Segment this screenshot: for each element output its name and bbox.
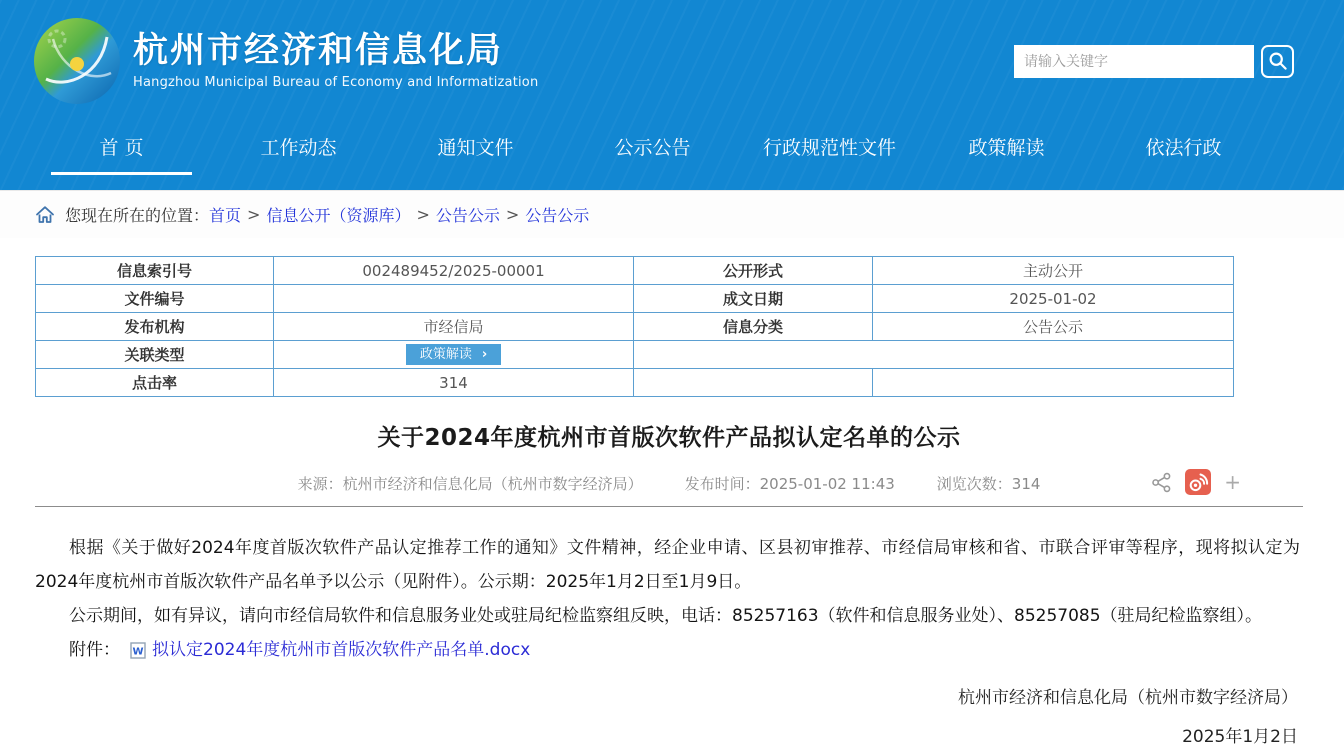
signature-date: 2025年1月2日 — [1182, 727, 1298, 747]
nav-item-announcements[interactable] — [564, 122, 741, 190]
related-type-button[interactable] — [406, 344, 501, 366]
related-type-button-label: 政策解读 — [419, 346, 472, 362]
disclosure-form-value: 主动公开 — [873, 257, 1234, 285]
info-index-label: 信息索引号 — [36, 257, 274, 285]
weibo-icon[interactable] — [1185, 469, 1211, 495]
info-index-value: 002489452/2025-00001 — [274, 257, 634, 285]
article-title: 关于2024年度杭州市首版次软件产品拟认定名单的公示 — [377, 425, 961, 451]
breadcrumb-prefix: 您现在所在的位置： — [65, 206, 210, 225]
table-row — [36, 341, 1234, 369]
breadcrumb — [0, 190, 1344, 238]
chevron-right-icon: › — [481, 346, 488, 362]
nav-item-label: 行政规范性文件 — [762, 137, 896, 159]
paragraph-1: 根据《关于做好2024年度首版次软件产品认定推荐工作的通知》文件精神，经企业申请、区县初审推荐、市经信局审核和省、市联合评审等程序，现将拟认定为2024年度杭州市首版次软件产品名单予以公示（见附件）。公示期：2025年1月2日至1月9日。 — [35, 538, 1300, 592]
nav-item-policy-interpretation[interactable] — [918, 122, 1095, 190]
paragraph-2: 公示期间，如有异议，请向市经信局软件和信息服务业处或驻局纪检监察组反映，电话：85257163（软件和信息服务业处）、85257085（驻局纪检监察组）。 — [69, 606, 1263, 626]
click-count-value: 314 — [274, 369, 634, 397]
publish-value: 2025-01-02 11:43 — [759, 474, 895, 493]
issuing-agency-label: 发布机构 — [36, 313, 274, 341]
table-row — [36, 369, 1234, 397]
views-value: 314 — [1011, 474, 1041, 493]
search-area — [1014, 45, 1294, 78]
meta-views — [937, 473, 1041, 494]
signature-org: 杭州市经济和信息化局（杭州市数字经济局） — [958, 688, 1298, 708]
share-toolbar — [1151, 469, 1241, 495]
source-value: 杭州市经济和信息化局（杭州市数字经济局） — [342, 474, 643, 493]
empty-cell — [634, 341, 1234, 369]
empty-cell — [873, 369, 1234, 397]
nav-item-label: 首 页 — [99, 137, 144, 159]
article — [0, 419, 1344, 747]
breadcrumb-separator: > — [416, 205, 430, 224]
article-meta — [35, 468, 1303, 498]
click-count-label: 点击率 — [36, 369, 274, 397]
nav-item-label: 通知文件 — [437, 137, 514, 159]
nav-item-label: 工作动态 — [260, 137, 337, 159]
info-table — [35, 256, 1234, 397]
nav-item-notices[interactable] — [387, 122, 564, 190]
breadcrumb-link-current[interactable]: 公告公示 — [525, 206, 590, 225]
issue-date-label: 成文日期 — [634, 285, 873, 313]
meta-divider — [35, 506, 1303, 507]
info-category-value: 公告公示 — [873, 313, 1234, 341]
breadcrumb-link-announcements[interactable]: 公告公示 — [435, 206, 500, 225]
issue-date-value: 2025-01-02 — [873, 285, 1234, 313]
attachment-row — [35, 633, 1300, 667]
search-icon — [1268, 51, 1288, 71]
related-type-cell — [274, 341, 634, 369]
info-category-label: 信息分类 — [634, 313, 873, 341]
issuing-agency-value: 市经信局 — [274, 313, 634, 341]
meta-source — [298, 473, 643, 494]
svg-text:W: W — [132, 646, 144, 657]
search-button[interactable] — [1261, 45, 1294, 78]
empty-cell — [634, 369, 873, 397]
main-nav — [0, 122, 1344, 190]
publish-label: 发布时间： — [684, 474, 760, 493]
views-label: 浏览次数： — [936, 474, 1012, 493]
breadcrumb-separator: > — [505, 205, 520, 224]
table-row — [36, 313, 1234, 341]
home-icon — [35, 205, 55, 224]
site-title-block — [133, 32, 538, 90]
plus-icon[interactable]: + — [1224, 470, 1241, 494]
nav-item-work-news[interactable] — [210, 122, 387, 190]
search-input[interactable] — [1014, 45, 1254, 78]
table-row — [36, 285, 1234, 313]
share-icon[interactable] — [1151, 472, 1172, 493]
meta-publish-time — [685, 473, 895, 494]
site-subtitle: Hangzhou Municipal Bureau of Economy and Informatization — [133, 74, 539, 90]
attachment-label: 附件： — [69, 640, 120, 660]
doc-number-label: 文件编号 — [36, 285, 274, 313]
table-row — [36, 257, 1234, 285]
nav-item-label: 依法行政 — [1145, 137, 1222, 159]
breadcrumb-link-info-disclosure[interactable]: 信息公开（资源库） — [266, 206, 411, 225]
breadcrumb-link-home[interactable]: 首页 — [209, 206, 242, 225]
nav-item-home[interactable] — [33, 122, 210, 190]
nav-item-label: 政策解读 — [968, 137, 1045, 159]
related-type-label: 关联类型 — [36, 341, 274, 369]
site-logo — [33, 17, 121, 105]
site-header — [0, 0, 1344, 122]
doc-number-value — [274, 285, 634, 313]
attachment-link[interactable]: 拟认定2024年度杭州市首版次软件产品名单.docx — [152, 640, 531, 660]
disclosure-form-label: 公开形式 — [634, 257, 873, 285]
nav-item-regulatory-docs[interactable] — [741, 122, 918, 190]
top-header-block — [0, 0, 1344, 190]
nav-item-label: 公示公告 — [614, 137, 691, 159]
word-doc-icon — [130, 642, 146, 659]
source-label: 来源： — [297, 474, 343, 493]
breadcrumb-separator: > — [247, 205, 261, 224]
nav-item-law-based-admin[interactable] — [1095, 122, 1272, 190]
site-title: 杭州市经济和信息化局 — [133, 31, 504, 72]
